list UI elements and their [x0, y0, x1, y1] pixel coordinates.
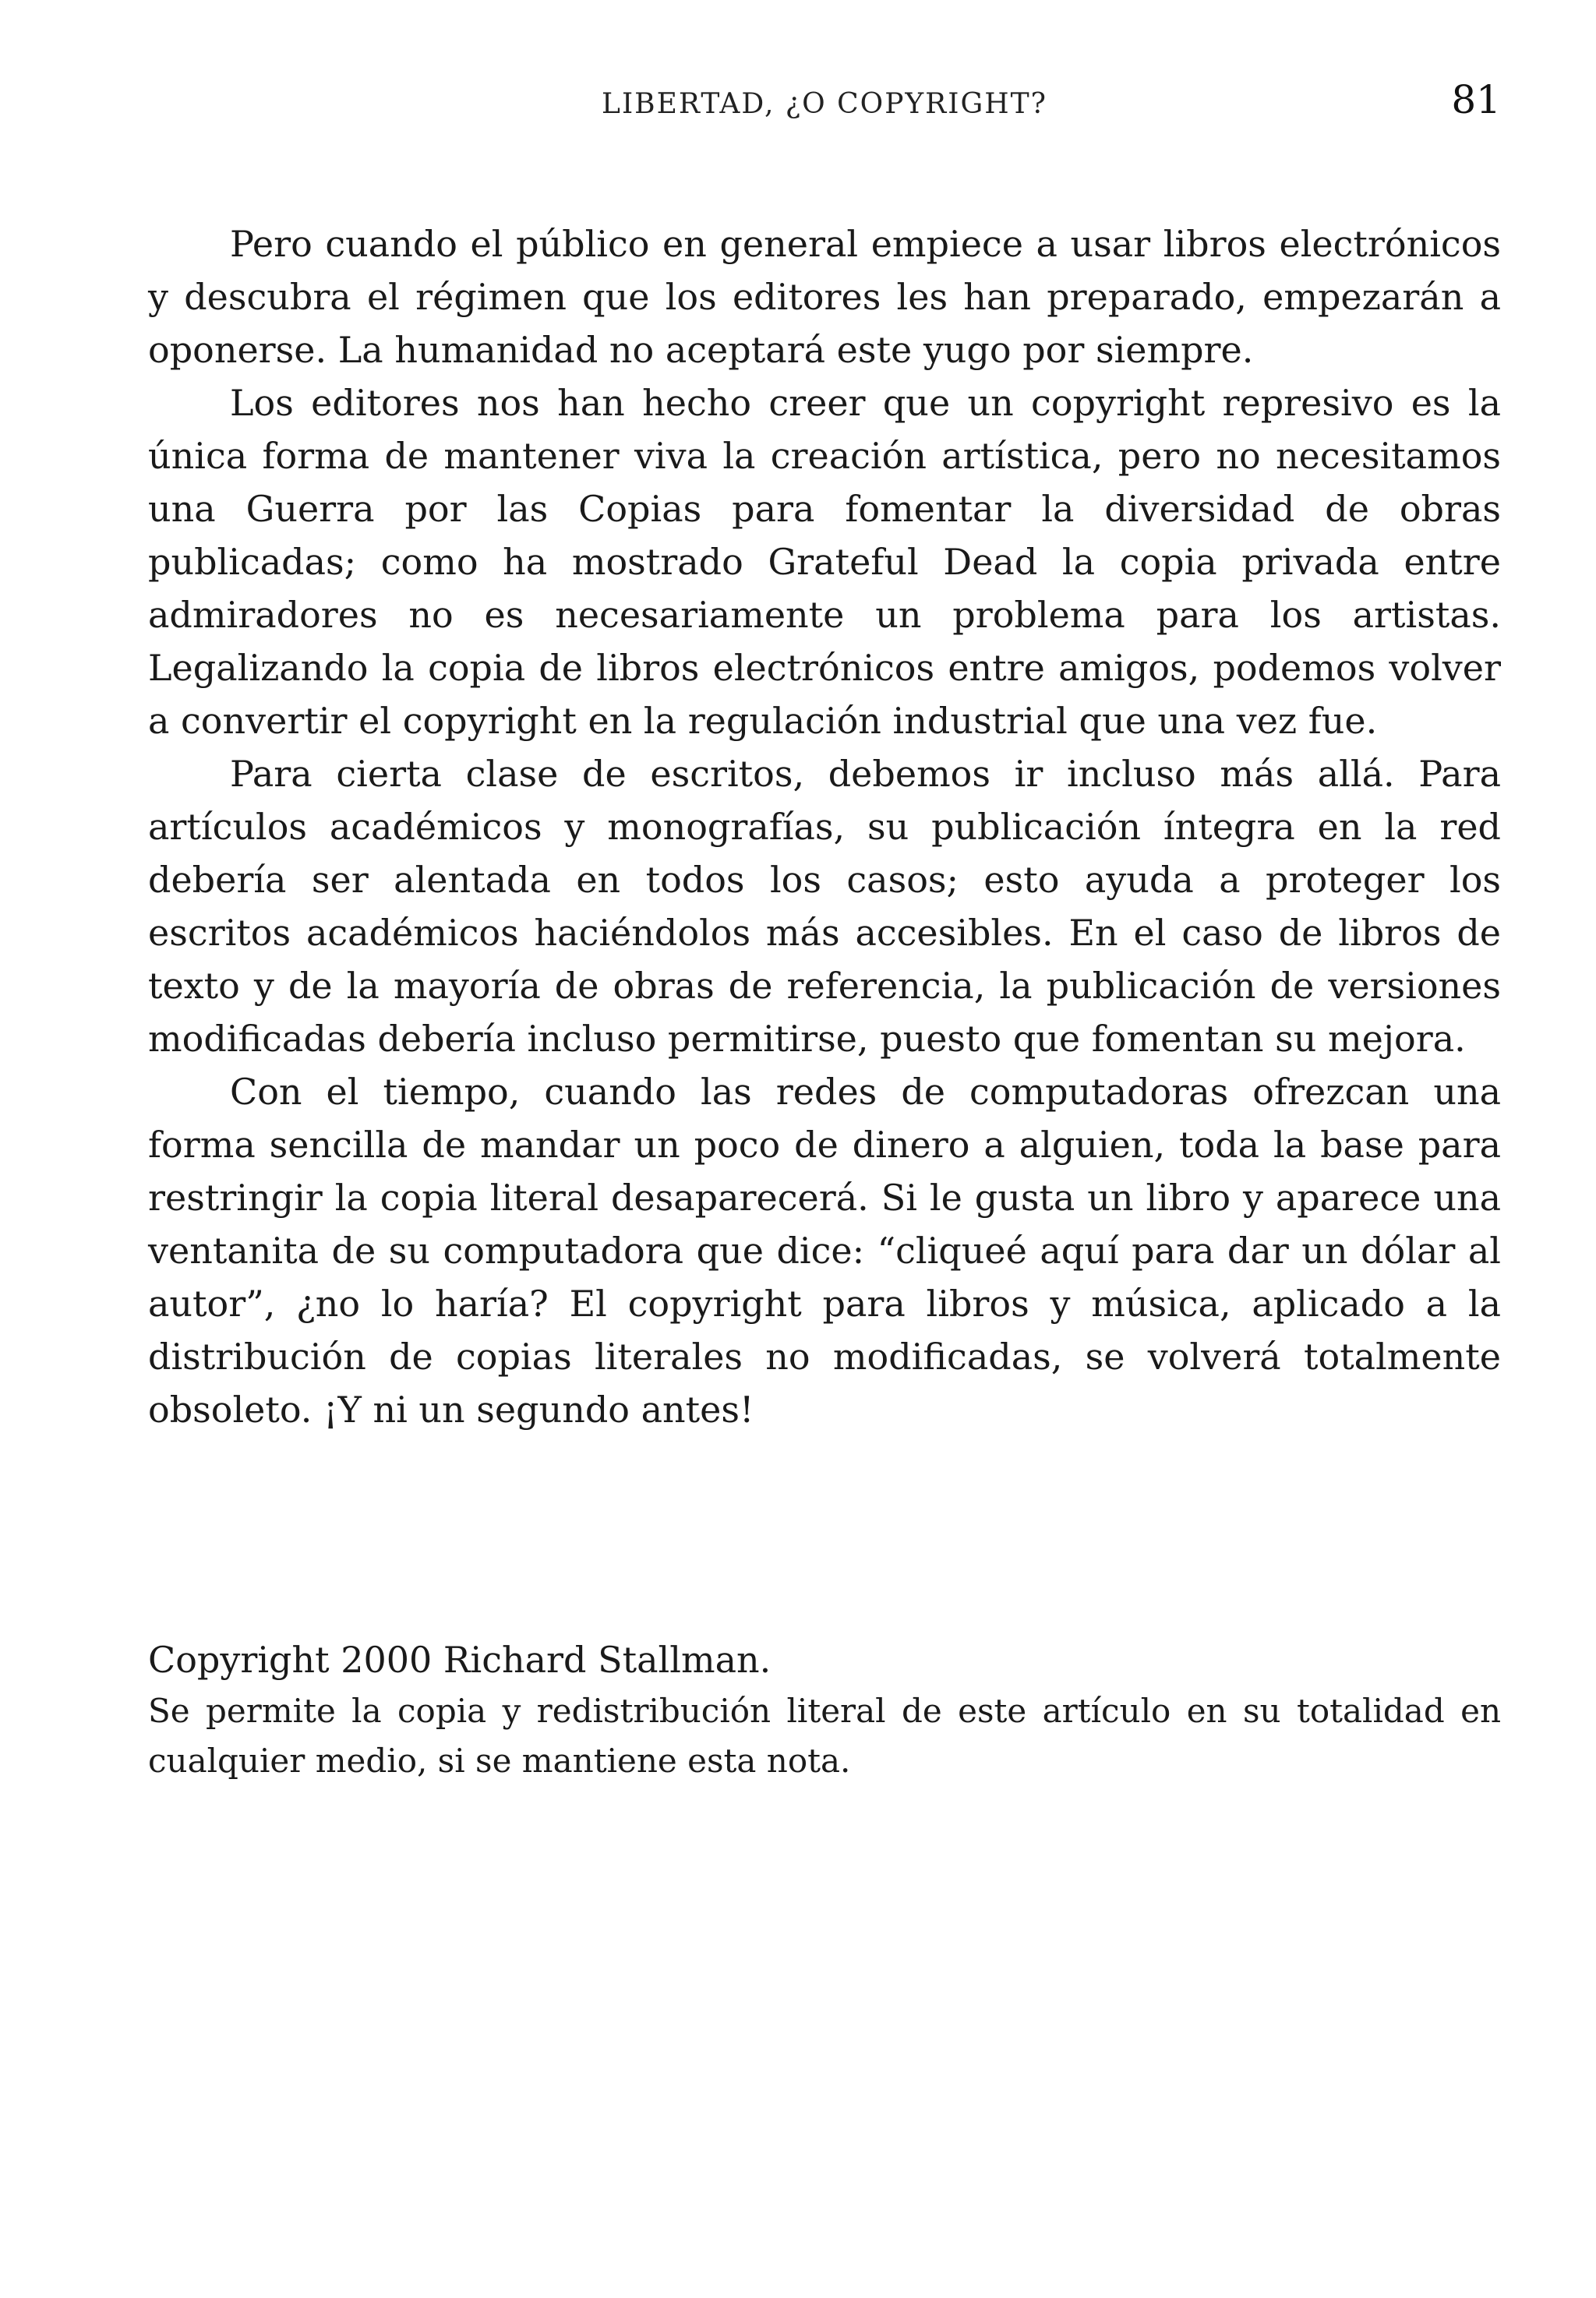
page-number: 81 — [1451, 77, 1501, 122]
copyright-notice — [148, 1633, 1501, 1786]
permission-text: Se permite la copia y redistribución literal de este artículo en su totalidad en cualquier medio, si se mantiene esta nota. — [148, 1692, 1501, 1780]
paragraph: Con el tiempo, cuando las redes de computadoras ofrezcan una forma sencilla de mandar un poco de dinero a alguien, toda la base para restringir la copia literal desaparecerá. Si le gusta un libro y aparece una ventanita de su computadora que dice: “cliqueé aquí para dar un dólar al autor”, ¿no lo haría? El copyright para libros y música, aplicado a la distribución de copias literales no modificadas, se volverá totalmente obsoleto. ¡Y ni un segundo antes! — [148, 1071, 1501, 1431]
paragraph: Para cierta clase de escritos, debemos ir incluso más allá. Para artículos académicos y monografías, su publicación íntegra en la red debería ser alentada en todos los casos; esto ayuda a proteger los escritos académicos haciéndolos más accesibles. En el caso de libros de texto y de la mayoría de obras de referencia, la publicación de versiones modificadas debería incluso permitirse, puesto que fomentan su mejora. — [148, 753, 1501, 1060]
body-text — [148, 217, 1501, 1436]
running-title: LIBERTAD, ¿O COPYRIGHT? — [602, 88, 1047, 120]
running-head — [148, 77, 1501, 128]
copyright-line: Copyright 2000 Richard Stallman. — [148, 1639, 772, 1681]
paragraph: Pero cuando el público en general empiece a usar libros electrónicos y descubra el régimen que los editores les han preparado, empezarán a oponerse. La humanidad no aceptará este yugo por siempre. — [148, 223, 1501, 371]
paragraph: Los editores nos han hecho creer que un copyright represivo es la única forma de mantener viva la creación artística, pero no necesitamos una Guerra por las Copias para fomentar la diversidad de obras publicadas; como ha mostrado Grateful Dead la copia privada entre admiradores no es necesariamente un problema para los artistas. Legalizando la copia de libros electrónicos entre amigos, podemos volver a convertir el copyright en la regulación industrial que una vez fue. — [148, 382, 1501, 742]
